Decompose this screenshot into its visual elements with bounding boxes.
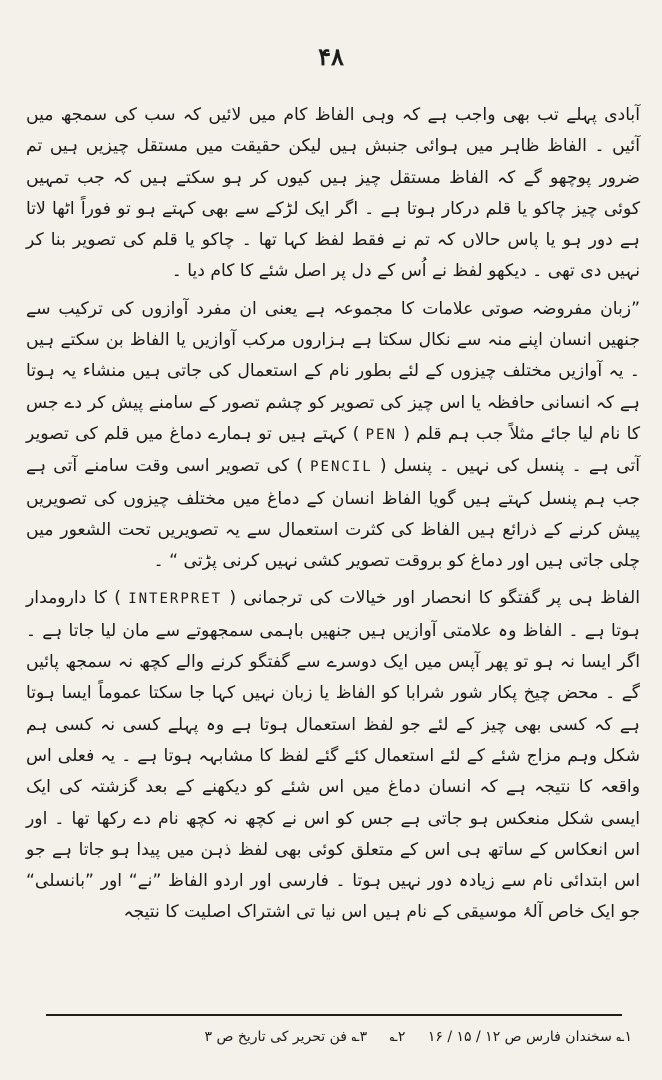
latin-term-interpret: INTERPRET bbox=[128, 591, 223, 608]
body-text bbox=[26, 100, 640, 929]
paragraph-3-text-a: الفاظ ہی پر گفتگو کا انحصار اور خیالات کی ترجمانی ( bbox=[229, 588, 640, 609]
page-number: ۴۸ bbox=[318, 42, 344, 71]
paragraph-2 bbox=[26, 294, 640, 578]
paragraph-3-text-b: ) کا دارومدار ہوتا ہے ۔ الفاظ وہ علامتی آوازیں ہیں جنھیں باہمی سمجھوتے سے مان لیا جاتا ہے ۔ اگر ایسا نہ ہو تو پھر آپس میں ایک دوسرے سے گفتگو کرنے والے کچھ نہ سمجھ پائیں گے ۔ محض چیخ پکار شور شرابا کو الفاظ یا زبان نہیں کہا جا سکتا عموماً ایسا ہوتا ہے کہ کسی بھی چیز کے لئے جو لفظ استعمال ہوتا ہے وہ پہلے کسی نہ کسی ہم شکل وہم مزاج شئے کے لئے استعمال کئے گئے لفظ کا مشابہہ ہوتا ہے ۔ یہ فعلی اس واقعہ کا نتیجہ ہے کہ انسان دماغ میں اس شئے کو دیکھنے کے بعد گزشتہ کی ایک ایسی شکل منعکس ہو جاتی ہے جس کو اس نے کچھ نہ کچھ نام دے رکھا تھا ۔ اور اس انعکاس کے ساتھ ہی اس کے متعلق کوئی بھی لفظ ذہن میں پیدا ہو جاتا ہے جو اس ابتدائی نام سے زیادہ دور نہیں ہوتا ۔ فارسی اور اردو الفاظ ”نے“ اور ”بانسلی“ جو ایک خاص آلۂ موسیقی کے نام ہیں اس نیا تی اشتراک اصلیت کا نتیجہ bbox=[26, 588, 640, 923]
footnote-3: ۳؎ فن تحریر کی تاریخ ص ۳ bbox=[204, 1029, 368, 1045]
paragraph-3 bbox=[26, 583, 640, 928]
paragraph-1 bbox=[26, 100, 640, 288]
footnote-1: ۱؎ سخندان فارس ص ۱۲ / ۱۵ / ۱۶ bbox=[427, 1029, 632, 1045]
footnote-divider bbox=[46, 1014, 622, 1016]
footnote-2: ۲؎ bbox=[389, 1029, 406, 1045]
footnotes bbox=[40, 1024, 632, 1050]
paragraph-2-text-b: ) کہتے ہیں تو ہمارے دماغ میں قلم کی تصویر آتی ہے ۔ پنسل کی نہیں ۔ پنسل ( bbox=[26, 423, 640, 477]
latin-term-pencil: PENCIL bbox=[310, 459, 373, 476]
latin-term-pen: PEN bbox=[365, 426, 397, 443]
paragraph-1-text: آبادی پہلے تب بھی واجب ہے کہ وہی الفاظ کام میں لائیں کہ سب کی سمجھ میں آئیں ۔ الفاظ ظاہر میں ہوائی جنبش ہیں لیکن حقیقت میں مستقل چیزیں ہیں تم ضرور پوچھو گے کہ الفاظ مستقل چیز ہیں کیوں کر ہو سکتے ہیں کہ جب تمہیں کوئی چیز چاکو یا قلم درکار ہوتا ہے ۔ اگر ایک لڑکے سے بھی کہتے ہو تو فوراً اٹھا لاتا ہے دور ہو یا پاس حالاں کہ تم نے فقط لفظ کہا تھا ۔ چاکو یا قلم کی تصویر بنا کر نہیں دی تھی ۔ دیکھو لفظ نے اُس کے دل پر اصل شئے کا کام دیا ۔ bbox=[26, 105, 640, 282]
paragraph-2-text-a: ”زبان مفروضہ صوتی علامات کا مجموعہ ہے یعنی ان مفرد آوازوں کی ترکیب سے جنھیں انسان اپنے منہ سے نکال سکتا ہے ہزاروں مرکب آوازیں یا الفاظ بن سکتے ہیں ۔ یہ آوازیں مختلف چیزوں کے لئے بطور نام کے استعمال کی جاتی ہیں منشاء یہ ہوتا ہے کہ انسانی حافظہ یا اس چیز کی تصویر کو چشم تصور کے سامنے پیش کر دے جس کا نام لیا جائے مثلاً جب ہم قلم ( bbox=[26, 298, 640, 444]
paragraph-2-text-c: ) کی تصویر اسی وقت سامنے آتی ہے جب ہم پنسل کہتے ہیں گویا الفاظ انسان کے دماغ میں مختلف چیزوں کی تصویریں پیش کرنے کے ذرائع ہیں الفاظ کی کثرت استعمال سے یہ تصویریں تحت الشعور میں چلی جاتی ہیں اور دماغ کو بروقت تصویر کشی نہیں کرنی پڑتی “ ۔ bbox=[26, 456, 640, 572]
